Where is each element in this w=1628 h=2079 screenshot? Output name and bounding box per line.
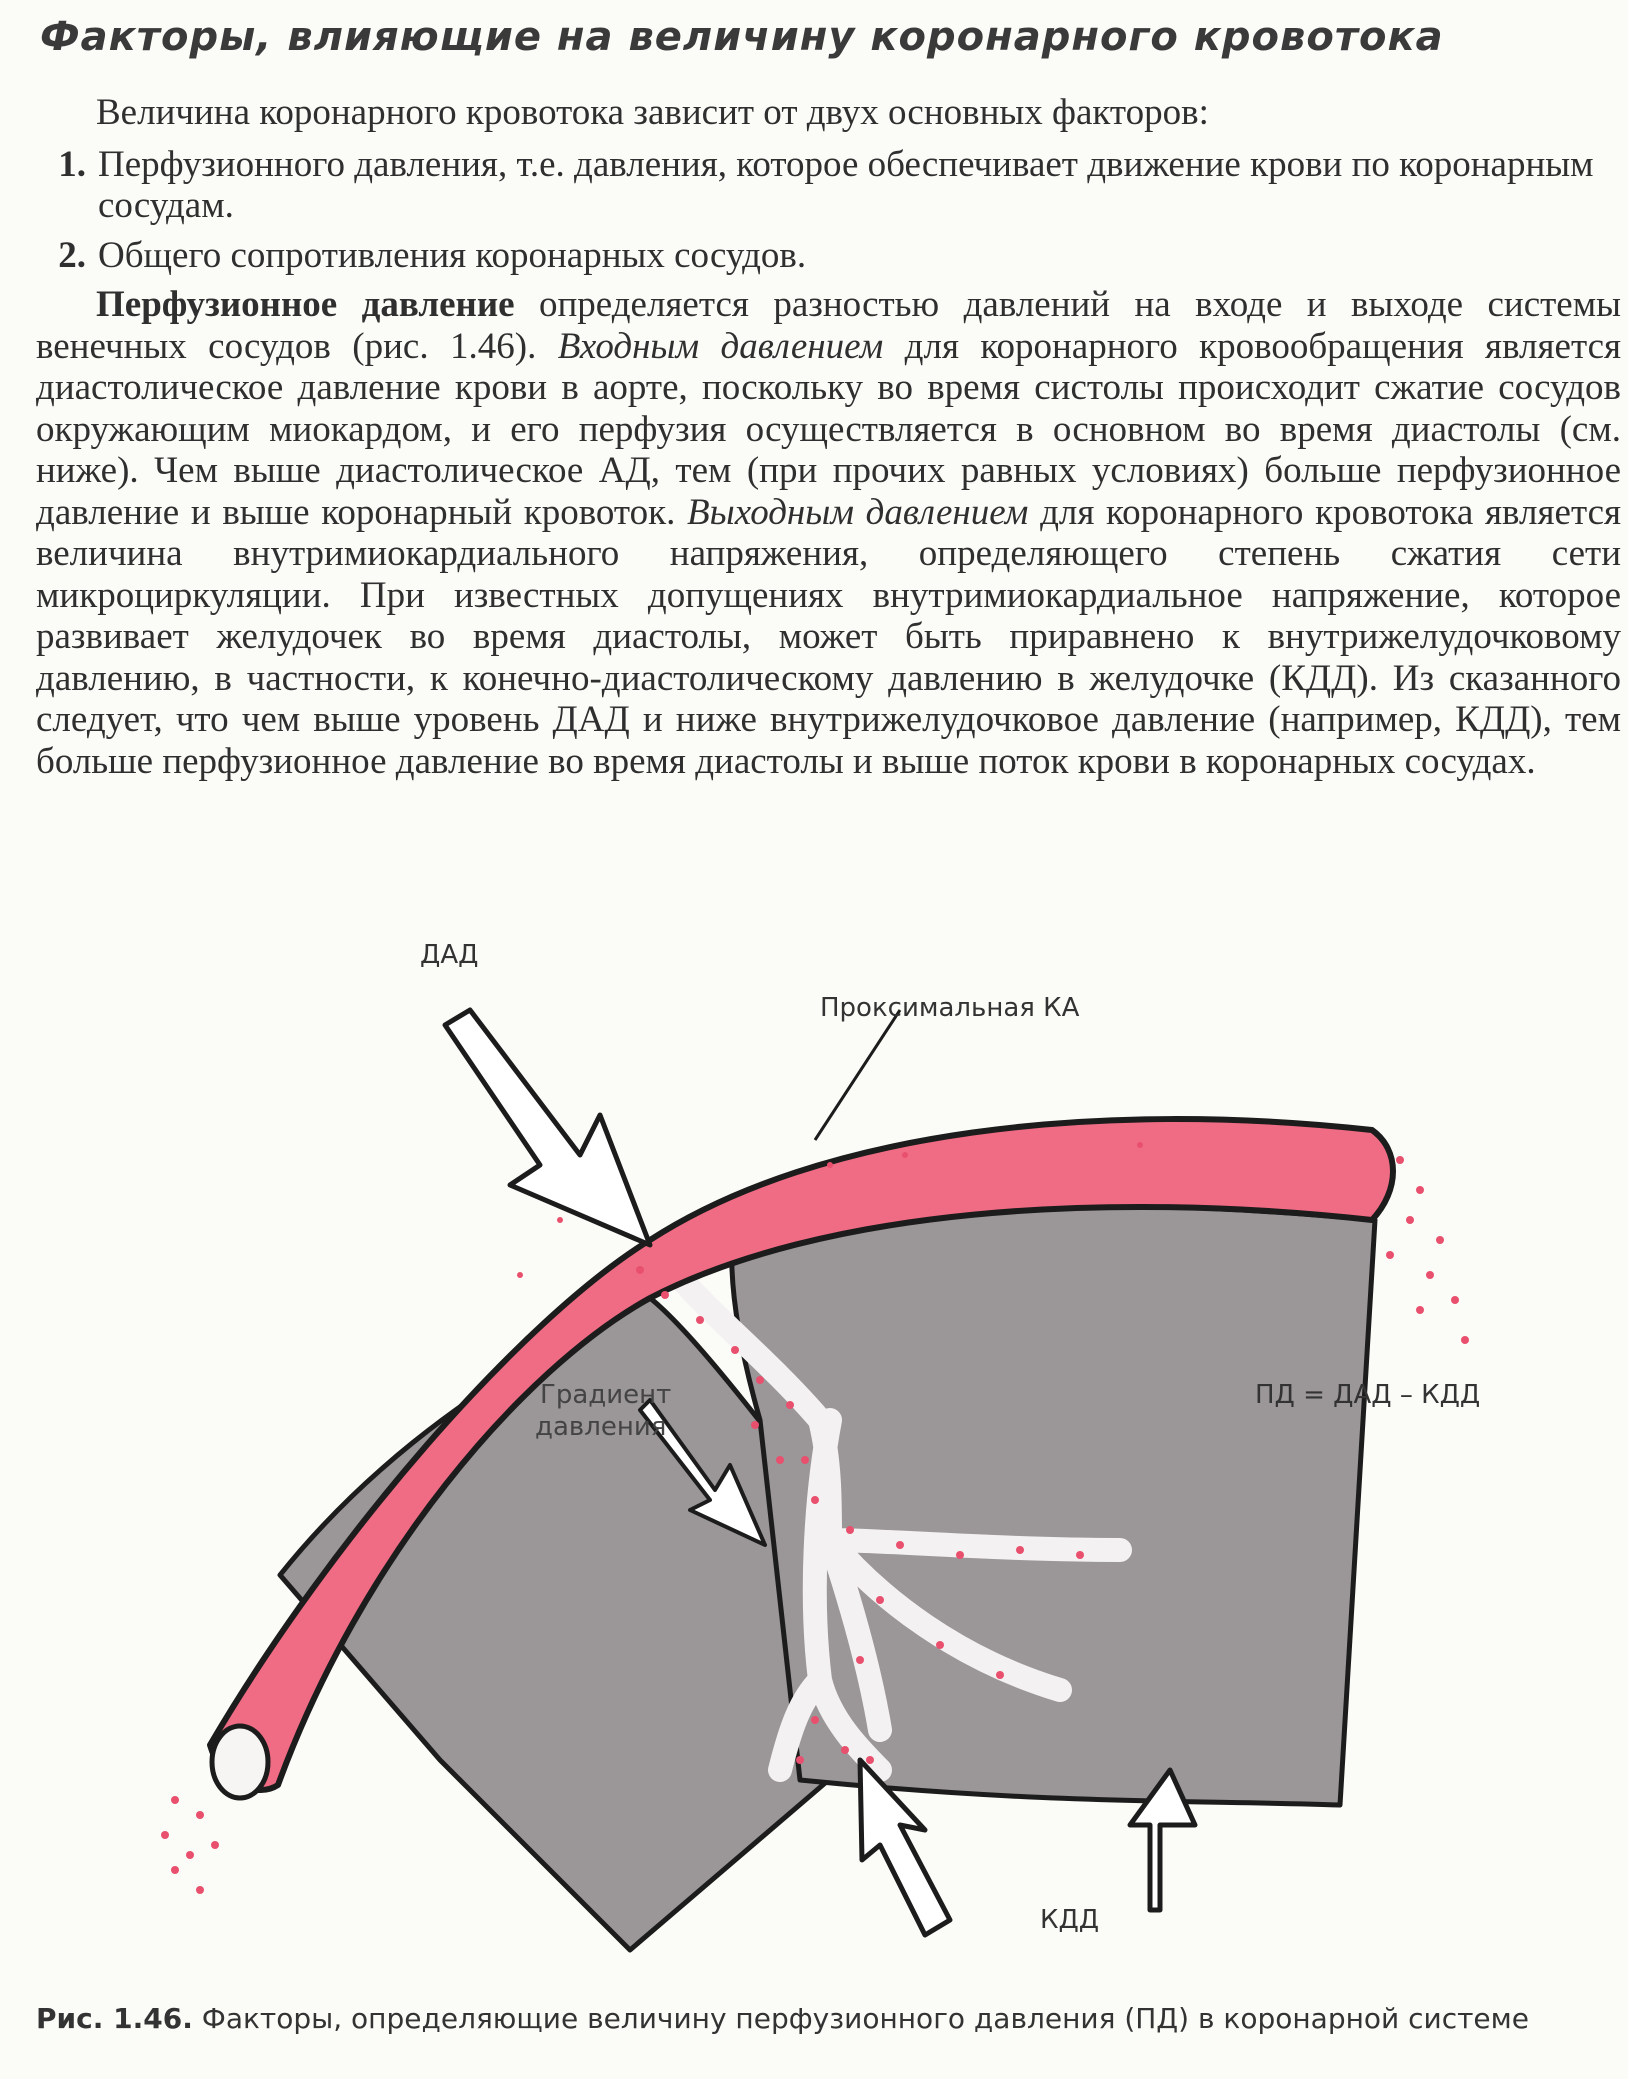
paragraph-italic-term: Выходным давлением — [687, 491, 1029, 533]
paragraph-italic-term: Входным давлением — [557, 325, 884, 367]
coronary-figure — [0, 900, 1628, 2000]
main-paragraph — [36, 284, 1621, 782]
caption-label: Рис. 1.46. — [36, 2002, 193, 2035]
list-number: 2. — [58, 234, 86, 276]
intro-sentence: Величина коронарного кровотока зависит от двух основных факторов: — [96, 92, 1209, 133]
list-text: Перфузионного давления, т.е. давления, которое обеспечивает движение крови по коронарным сосудам. — [98, 143, 1594, 226]
label-kdd: КДД — [1040, 1905, 1100, 1935]
page-heading: Факторы, влияющие на величину коронарного кровотока — [40, 14, 1444, 60]
figure-caption — [36, 2002, 1529, 2035]
label-proximal-artery: Проксимальная КА — [820, 993, 1080, 1023]
paragraph-part: определяется разностью давлений на входе и выходе системы венечных сосудов (рис. 1.46). — [36, 284, 1621, 367]
dad-arrow — [445, 1010, 650, 1245]
label-dad: ДАД — [420, 940, 479, 970]
coronary-diagram — [0, 900, 1628, 2000]
label-gradient-line2: давления — [535, 1412, 667, 1442]
paragraph-bold-lead: Перфузионное давление — [96, 284, 515, 325]
list-number: 1. — [58, 143, 86, 185]
list-text: Общего сопротивления коронарных сосудов. — [98, 234, 807, 276]
paragraph-part: для коронарного кровообращения является диастолическое давление крови в аорте, поскольку во время систолы происходит сжатие сосудов окружающим миокардом, и его перфузия осуществляется в основном во время диастолы (см. ниже). Чем выше диастолическое АД, тем (при прочих равных условиях) больше перфузионное давление и выше коронарный кровоток. — [36, 325, 1622, 533]
list-item — [36, 235, 1621, 277]
body-text — [36, 92, 1621, 782]
label-gradient-line1: Градиент — [540, 1380, 672, 1410]
paragraph-part: для коронарного кровотока является величина внутримиокардиального напряжения, определяющего степень сжатия сети микроциркуляции. При известных допущениях внутримиокардиальное напряжение, которое развивает желудочек во время диастолы, может быть приравнено к внутрижелудочковому давлению, в частности, к конечно-диастолическому давлению в желудочке (КДД). Из сказанного следует, что чем выше уровень ДАД и ниже внутрижелудочковое давление (например, КДД), тем больше перфузионное давление во время диастолы и выше поток крови в коронарных сосудах. — [36, 491, 1622, 782]
vessel-opening — [212, 1726, 268, 1798]
label-perfusion-formula: ПД = ДАД – КДД — [1255, 1380, 1481, 1410]
list-item — [36, 144, 1621, 227]
caption-text: Факторы, определяющие величину перфузионного давления (ПД) в коронарной системе — [192, 2002, 1529, 2035]
